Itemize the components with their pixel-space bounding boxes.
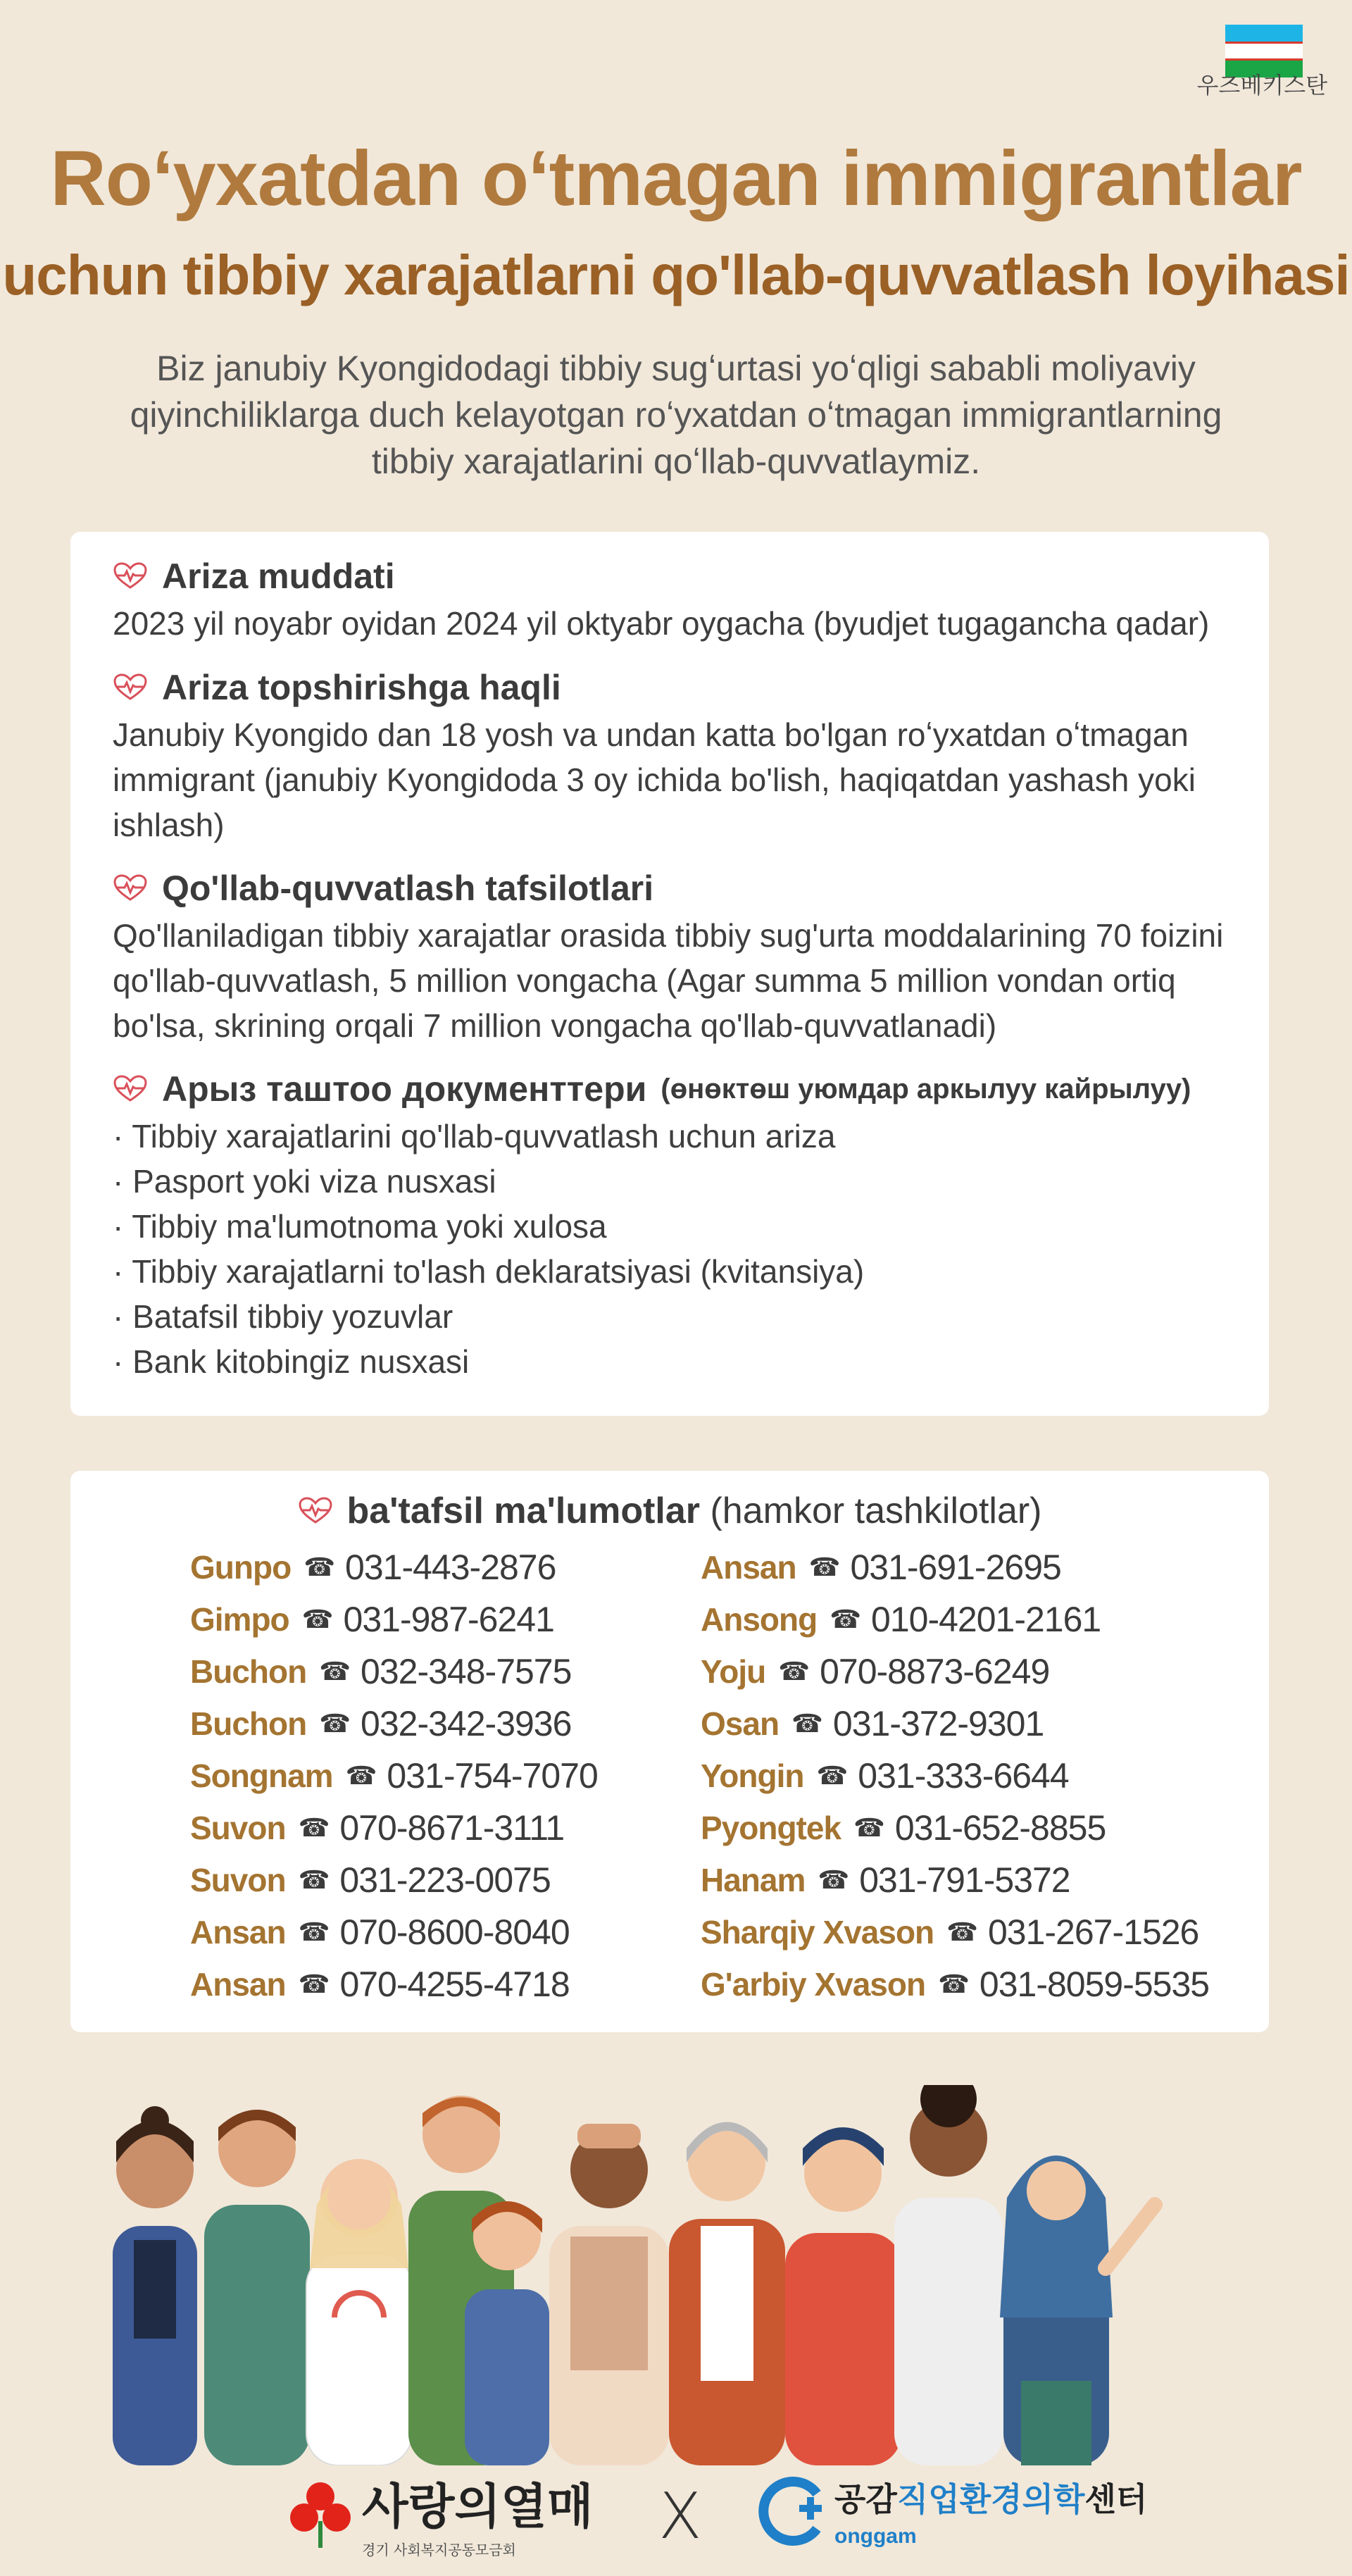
phone-icon: ☎: [808, 1553, 841, 1581]
contact-city: G'arbiy Xvason: [701, 1966, 926, 2003]
phone-icon: ☎: [298, 1970, 330, 1998]
info-card: [70, 532, 1269, 1416]
contact-phone[interactable]: 010-4201-2161: [871, 1600, 1101, 1639]
contact-city: Gunpo: [190, 1549, 292, 1586]
page-title: Roʻyxatdan oʻtmagan immigrantlar: [50, 135, 1302, 222]
logo2-subtitle: onggam: [834, 2525, 917, 2548]
flag-label: 우즈베키스탄: [1196, 72, 1327, 99]
contact-row: [190, 1698, 598, 1750]
contact-city: Gimpo: [190, 1601, 289, 1638]
person-illustration: [549, 2124, 669, 2465]
contact-phone[interactable]: 031-691-2695: [850, 1548, 1061, 1587]
contacts-left-column: [190, 1541, 598, 2010]
contact-row: [701, 1958, 1209, 2010]
contact-city: Ansan: [701, 1549, 796, 1586]
people-illustration: [99, 2085, 1268, 2465]
contact-phone[interactable]: 031-791-5372: [859, 1860, 1070, 1900]
person-illustration: [113, 2106, 197, 2465]
contact-city: Suvon: [190, 1862, 286, 1898]
person-illustration: [669, 2122, 785, 2466]
contact-city: Pyongtek: [701, 1810, 841, 1846]
heart-pulse-icon: [113, 874, 148, 902]
contact-row: [190, 1906, 598, 1958]
phone-icon: ☎: [946, 1917, 978, 1946]
footer: [0, 2469, 1352, 2561]
phone-icon: ☎: [830, 1605, 862, 1634]
contact-row: [701, 1593, 1209, 1645]
contacts-heading-bold: ba'tafsil ma'lumotlar: [346, 1491, 701, 1531]
list-item: · Tibbiy xarajatlarini qo'llab-quvvatlash uchun ariza: [113, 1118, 836, 1155]
section-period: [113, 554, 1239, 646]
list-item: · Batafsil tibbiy yozuvlar: [113, 1298, 453, 1335]
contact-row: [701, 1750, 1209, 1802]
list-item: · Tibbiy ma'lumotnoma yoki xulosa: [113, 1208, 607, 1245]
contact-phone[interactable]: 031-267-1526: [987, 1912, 1199, 1952]
contact-row: [190, 1593, 598, 1645]
section-heading: Ariza topshirishga haqli: [162, 668, 561, 707]
contact-row: [190, 1802, 598, 1854]
heart-pulse-icon: [298, 1497, 333, 1525]
contact-city: Yoju: [701, 1653, 766, 1690]
contact-city: Sharqiy Xvason: [701, 1914, 934, 1950]
heart-pulse-icon: [113, 562, 148, 590]
phone-icon: ☎: [818, 1865, 850, 1894]
contacts-heading-rest: (hamkor tashkilotlar): [710, 1491, 1042, 1531]
phone-icon: ☎: [301, 1605, 334, 1634]
contact-city: Buchon: [190, 1705, 307, 1742]
contact-row: [701, 1854, 1209, 1906]
contact-row: [190, 1750, 598, 1802]
contact-phone[interactable]: 032-348-7575: [361, 1652, 572, 1691]
heart-pulse-icon: [113, 673, 148, 702]
contact-phone[interactable]: 070-8600-8040: [339, 1912, 570, 1952]
section-eligibility: [113, 666, 1239, 847]
list-item: · Bank kitobingiz nusxasi: [113, 1343, 470, 1380]
contact-row: [701, 1645, 1209, 1698]
contact-city: Ansan: [190, 1914, 286, 1950]
phone-icon: ☎: [938, 1970, 970, 1998]
phone-icon: ☎: [778, 1657, 810, 1686]
contact-city: Suvon: [190, 1810, 286, 1846]
contact-city: Ansong: [701, 1601, 818, 1638]
section-body: Janubiy Kyongido dan 18 yosh va undan katta bo'lgan roʻyxatdan oʻtmagan immigrant (janubiy Kyongidoda 3 oy ichida bo'lish, haqiqatdan yashash yoki ishlash): [113, 716, 1196, 843]
person-illustration: [1000, 2155, 1155, 2465]
contact-phone[interactable]: 031-754-7070: [387, 1756, 598, 1796]
section-body: Qo'llaniladigan tibbiy xarajatlar orasida tibbiy sug'urta moddalarining 70 foizini qo'llab-quvvatlash, 5 million vongacha (Agar summa 5 million vondan ortiq bo'lsa, skrining orqali 7 million vongacha qo'llab-quvvatlanadi): [113, 917, 1224, 1044]
person-illustration: [306, 2159, 412, 2465]
documents-list: [113, 1114, 1239, 1384]
contact-row: [190, 1541, 598, 1593]
contact-phone[interactable]: 070-8873-6249: [820, 1652, 1050, 1691]
phone-icon: ☎: [298, 1813, 330, 1842]
person-illustration: [204, 2110, 310, 2465]
contact-phone[interactable]: 031-8059-5535: [979, 1965, 1210, 2004]
phone-icon: ☎: [298, 1917, 330, 1946]
fruit-logo-icon: [289, 2479, 352, 2549]
contact-row: [701, 1698, 1209, 1750]
sarang-logo: [289, 2469, 593, 2559]
list-item: · Tibbiy xarajatlarni to'lash deklaratsiyasi (kvitansiya): [113, 1253, 865, 1290]
phone-icon: ☎: [791, 1709, 823, 1738]
phone-icon: ☎: [319, 1657, 351, 1686]
contact-phone[interactable]: 031-223-0075: [339, 1860, 551, 1900]
person-illustration: [894, 2085, 1003, 2465]
section-documents: [113, 1067, 1239, 1384]
logo2-name: 공감직업환경의학센터: [834, 2480, 1148, 2518]
contact-city: Yongin: [701, 1757, 804, 1794]
contact-phone[interactable]: 031-372-9301: [832, 1704, 1044, 1743]
page-subtitle: uchun tibbiy xarajatlarni qo'llab-quvvatlash loyihasi: [2, 244, 1350, 306]
gonggam-logo: [757, 2472, 1147, 2550]
section-body: 2023 yil noyabr oyidan 2024 yil oktyabr oygacha (byudjet tugagancha qadar): [113, 605, 1210, 642]
contact-city: Hanam: [701, 1862, 806, 1898]
phone-icon: ☎: [853, 1813, 885, 1842]
section-heading: Арыз таштоо документтери: [162, 1069, 647, 1109]
contact-city: Songnam: [190, 1757, 333, 1794]
person-illustration: [465, 2201, 549, 2465]
contacts-card: [70, 1471, 1269, 2032]
contact-city: Osan: [701, 1705, 780, 1742]
contact-row: [701, 1541, 1209, 1593]
contact-row: [190, 1958, 598, 2010]
contact-city: Ansan: [190, 1966, 286, 2003]
contact-phone[interactable]: 031-652-8855: [894, 1808, 1106, 1848]
section-support: [113, 866, 1239, 1048]
collaboration-separator: X: [658, 2479, 702, 2553]
gonggam-logo-icon: [757, 2472, 827, 2550]
phone-icon: ☎: [816, 1761, 849, 1790]
contacts-heading: [70, 1486, 1269, 1536]
contact-phone[interactable]: 031-987-6241: [343, 1600, 554, 1639]
phone-icon: ☎: [345, 1761, 377, 1790]
contact-row: [701, 1906, 1209, 1958]
phone-icon: ☎: [298, 1865, 330, 1894]
contact-row: [190, 1645, 598, 1698]
contact-phone[interactable]: 031-333-6644: [858, 1756, 1069, 1796]
list-item: · Pasport yoki viza nusxasi: [113, 1163, 496, 1200]
heart-pulse-icon: [113, 1075, 148, 1103]
contact-phone[interactable]: 032-342-3936: [361, 1704, 572, 1743]
contact-phone[interactable]: 031-443-2876: [345, 1548, 556, 1587]
section-heading: Ariza muddati: [162, 556, 395, 596]
contact-city: Buchon: [190, 1653, 307, 1690]
contact-row: [701, 1802, 1209, 1854]
logo1-name: 사랑의열매: [362, 2479, 594, 2535]
section-subheading: (өнөктөш уюмдар аркылуу кайрылуу): [661, 1073, 1191, 1105]
phone-icon: ☎: [319, 1709, 351, 1738]
logo1-subtitle: 경기 사회복지공동모금회: [362, 2541, 516, 2558]
person-illustration: [785, 2127, 901, 2465]
intro-paragraph: Biz janubiy Kyongidodagi tibbiy sugʻurtasi yoʻqligi sababli moliyaviy qiyinchiliklarga duch kelayotgan roʻyxatdan oʻtmagan immigrantlarning tibbiy xarajatlarini qoʻllab-quvvatlaymiz.: [130, 349, 1222, 481]
phone-icon: ☎: [303, 1553, 336, 1581]
section-heading: Qo'llab-quvvatlash tafsilotlari: [162, 869, 654, 908]
contact-row: [190, 1854, 598, 1906]
contacts-right-column: [701, 1541, 1209, 2010]
contact-phone[interactable]: 070-8671-3111: [339, 1808, 565, 1848]
contact-phone[interactable]: 070-4255-4718: [339, 1965, 570, 2004]
